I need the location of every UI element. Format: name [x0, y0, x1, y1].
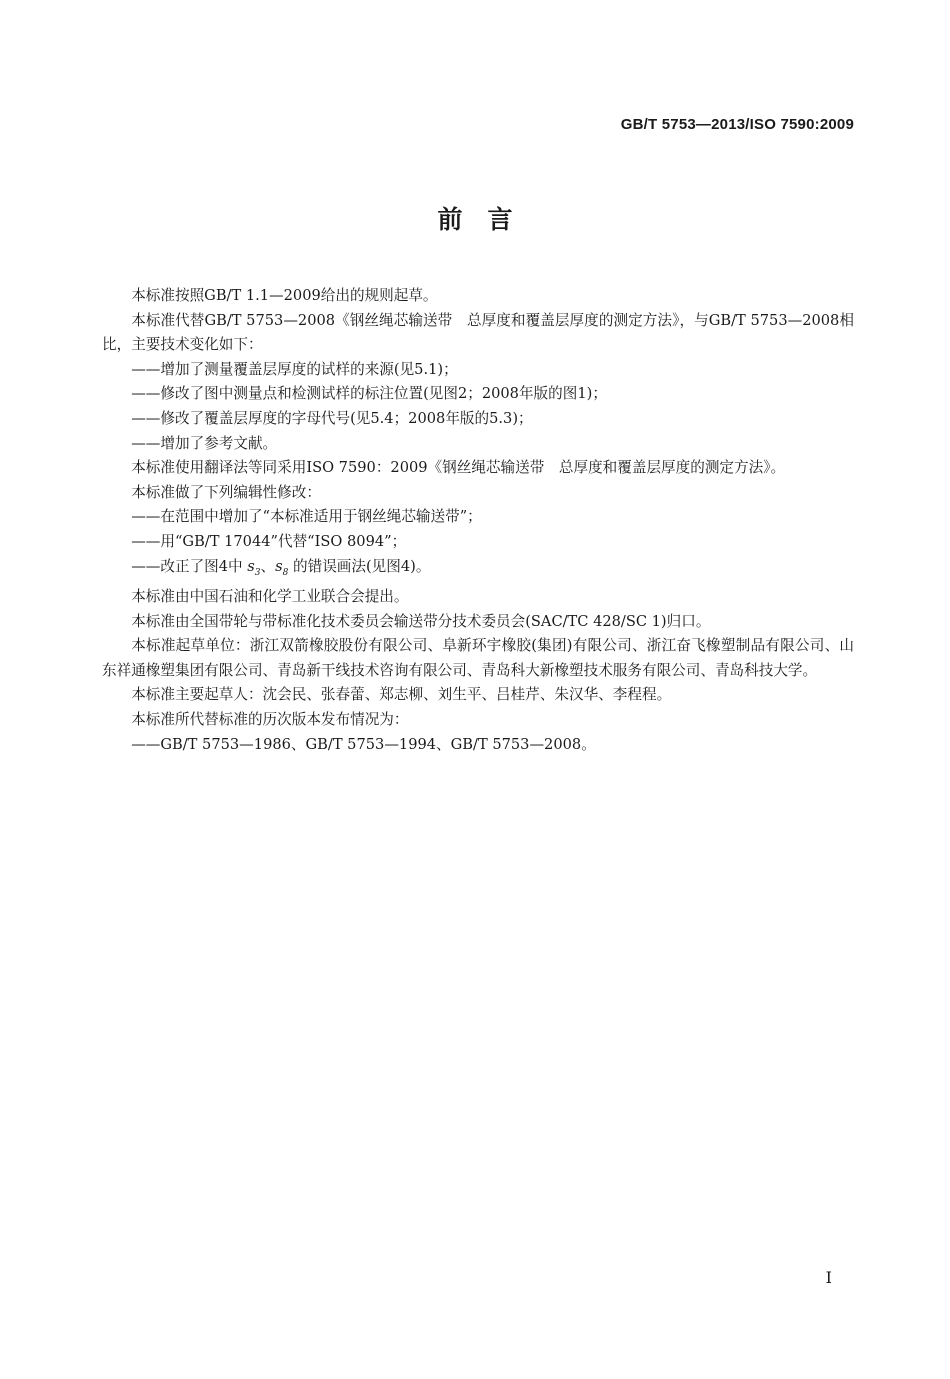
symbol-s3: $s_3$	[247, 557, 261, 578]
paragraph-drafting-rules: 本标准按照GB/T 1.1—2009给出的规则起草。	[131, 287, 438, 304]
editorial-item: ——用“GB/T 17044”代替“ISO 8094”；	[131, 532, 407, 550]
paragraph-history-intro: 本标准所代替标准的历次版本发布情况为：	[131, 711, 409, 728]
change-item: ——增加了测量覆盖层厚度的试样的来源(见5.1)；	[131, 360, 458, 378]
foreword-body	[102, 284, 854, 757]
change-item: ——增加了参考文献。	[131, 434, 278, 452]
page-number: I	[825, 1268, 832, 1287]
paragraph-proposed-by: 本标准由中国石油和化学工业联合会提出。	[131, 588, 409, 606]
editorial-item: ——在范围中增加了“本标准适用于钢丝绳芯输送带”；	[131, 508, 482, 526]
paragraph-administered-by: 本标准由全国带轮与带标准化技术委员会输送带分技术委员会(SAC/TC 428/SC 1)归口。	[131, 612, 711, 630]
editorial-item-suffix: 的错误画法(见图4)。	[293, 557, 431, 575]
paragraph-replaces: 本标准代替GB/T 5753—2008《钢丝绳芯输送带 总厚度和覆盖层厚度的测定方法》，与GB/T 5753—2008相比，主要技术变化如下：	[102, 311, 854, 354]
symbol-separator: 、	[260, 557, 276, 575]
history-item: ——GB/T 5753—1986、GB/T 5753—1994、GB/T 5753—2008。	[131, 735, 596, 753]
standard-code-header: GB/T 5753—2013/ISO 7590:2009	[620, 116, 854, 133]
change-item: ——修改了图中测量点和检测试样的标注位置(见图2；2008年版的图1)；	[131, 385, 607, 403]
paragraph-editorial-intro: 本标准做了下列编辑性修改：	[131, 483, 321, 501]
editorial-item	[102, 555, 854, 586]
change-item: ——修改了覆盖层厚度的字母代号(见5.4；2008年版的5.3)；	[131, 409, 533, 427]
page-title: 前 言	[437, 205, 513, 234]
symbol-s8: $s_8$	[275, 557, 289, 578]
paragraph-adoption: 本标准使用翻译法等同采用ISO 7590：2009《钢丝绳芯输送带 总厚度和覆盖层厚度的测定方法》。	[131, 459, 786, 477]
paragraph-drafting-units: 本标准起草单位：浙江双箭橡胶股份有限公司、阜新环宇橡胶(集团)有限公司、浙江奋飞橡塑制品有限公司、山东祥通橡塑集团有限公司、青岛新干线技术咨询有限公司、青岛科大新橡塑技术服务有限公司、青岛科技大学。	[102, 637, 854, 679]
editorial-item-prefix: ——改正了图4中	[131, 557, 243, 575]
paragraph-drafters: 本标准主要起草人：沈会民、张春蕾、郑志柳、刘生平、吕桂芹、朱汉华、李程程。	[131, 686, 672, 704]
